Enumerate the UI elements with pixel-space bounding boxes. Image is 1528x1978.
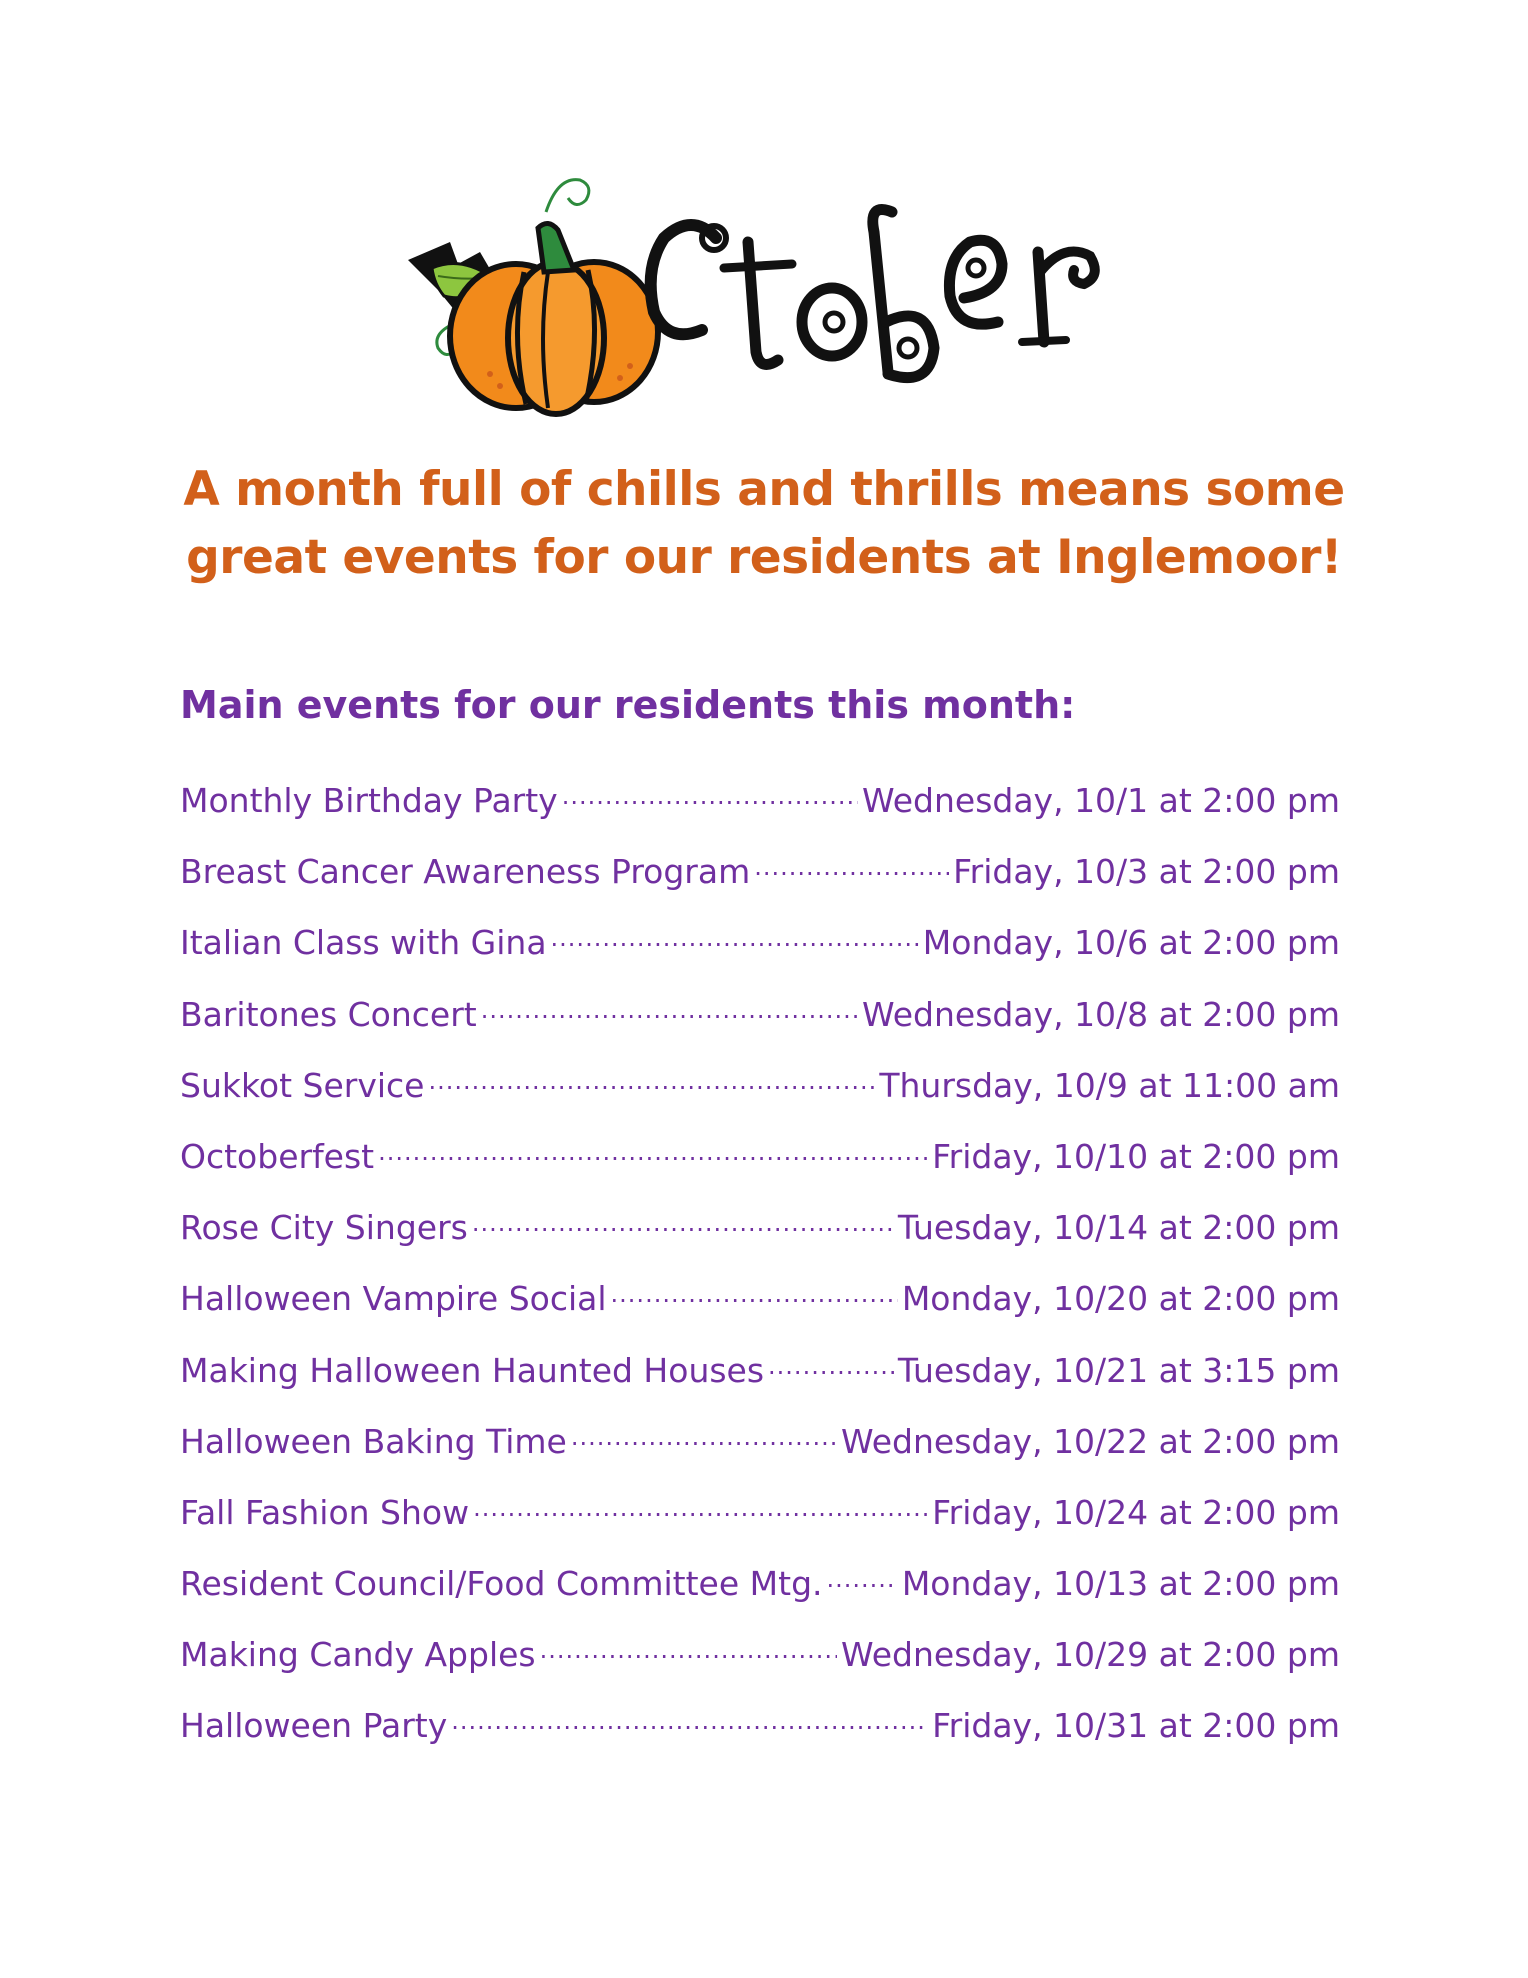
- event-date: Tuesday, 10/21 at 3:15 pm: [897, 1350, 1340, 1390]
- dot-leader: [754, 843, 949, 883]
- event-row: [180, 1697, 1340, 1768]
- dot-leader: [481, 986, 858, 1026]
- event-name: Monthly Birthday Party: [180, 781, 558, 820]
- event-row: [180, 914, 1340, 985]
- dot-leader: [551, 914, 919, 954]
- event-row: [180, 1484, 1340, 1555]
- event-date: Tuesday, 10/14 at 2:00 pm: [897, 1208, 1340, 1248]
- event-name: Making Candy Apples: [180, 1635, 536, 1675]
- event-row: [180, 843, 1340, 914]
- event-name: Italian Class with Gina: [180, 923, 547, 963]
- event-date: Friday, 10/24 at 2:00 pm: [932, 1492, 1340, 1532]
- events-list: [180, 772, 1340, 1769]
- event-row: [180, 1555, 1340, 1626]
- october-logo-art: [398, 172, 1118, 432]
- event-date: Friday, 10/31 at 2:00 pm: [932, 1706, 1340, 1746]
- event-date: Wednesday, 10/29 at 2:00 pm: [841, 1635, 1340, 1675]
- dot-leader: [473, 1484, 928, 1524]
- event-name: Octoberfest: [180, 1136, 375, 1176]
- headline: [150, 456, 1378, 592]
- event-date: Wednesday, 10/1 at 2:00 pm: [862, 781, 1340, 820]
- event-row: [180, 1199, 1340, 1270]
- event-date: Friday, 10/10 at 2:00 pm: [932, 1136, 1340, 1176]
- event-date: Monday, 10/6 at 2:00 pm: [922, 923, 1340, 963]
- dot-leader: [540, 1626, 837, 1666]
- headline-line-1: A month full of chills and thrills means some: [183, 462, 1345, 517]
- section-heading: Main events for our residents this month:: [180, 683, 1076, 727]
- event-row: [180, 1413, 1340, 1484]
- event-date: Monday, 10/13 at 2:00 pm: [901, 1564, 1340, 1604]
- headline-line-2: great events for our residents at Inglemoor!: [186, 530, 1342, 585]
- dot-leader: [827, 1555, 898, 1595]
- event-row: [180, 1128, 1340, 1199]
- event-name: Halloween Baking Time: [180, 1421, 567, 1461]
- event-name: Rose City Singers: [180, 1208, 468, 1248]
- event-date: Wednesday, 10/22 at 2:00 pm: [841, 1421, 1340, 1461]
- dot-leader: [768, 1342, 894, 1382]
- event-row: [180, 1057, 1340, 1128]
- vine-tendril-top: [546, 180, 589, 212]
- event-date: Friday, 10/3 at 2:00 pm: [953, 852, 1340, 892]
- dot-leader: [429, 1057, 876, 1097]
- dot-leader: [378, 1128, 928, 1168]
- dot-leader: [451, 1697, 928, 1737]
- event-name: Making Halloween Haunted Houses: [180, 1350, 765, 1390]
- ctober-lettering: [651, 210, 1095, 378]
- event-name: Baritones Concert: [180, 994, 477, 1034]
- dot-leader: [611, 1270, 898, 1310]
- dot-leader: [571, 1413, 837, 1453]
- event-row: [180, 1342, 1340, 1413]
- event-date: Wednesday, 10/8 at 2:00 pm: [862, 994, 1340, 1034]
- event-name: Breast Cancer Awareness Program: [180, 852, 751, 892]
- dot-leader: [472, 1199, 894, 1239]
- event-row: [180, 986, 1340, 1057]
- event-name: Fall Fashion Show: [180, 1492, 470, 1532]
- event-date: Monday, 10/20 at 2:00 pm: [901, 1279, 1340, 1319]
- pumpkin-icon: [450, 223, 658, 414]
- event-name: Halloween Vampire Social: [180, 1279, 607, 1319]
- event-name: Resident Council/Food Committee Mtg.: [180, 1564, 823, 1604]
- october-logo: [398, 172, 1118, 432]
- event-row: [180, 1626, 1340, 1697]
- event-row: [180, 772, 1340, 843]
- dot-leader: [562, 772, 858, 812]
- event-date: Thursday, 10/9 at 11:00 am: [879, 1065, 1340, 1105]
- event-row: [180, 1270, 1340, 1341]
- event-name: Sukkot Service: [180, 1065, 425, 1105]
- event-name: Halloween Party: [180, 1706, 448, 1746]
